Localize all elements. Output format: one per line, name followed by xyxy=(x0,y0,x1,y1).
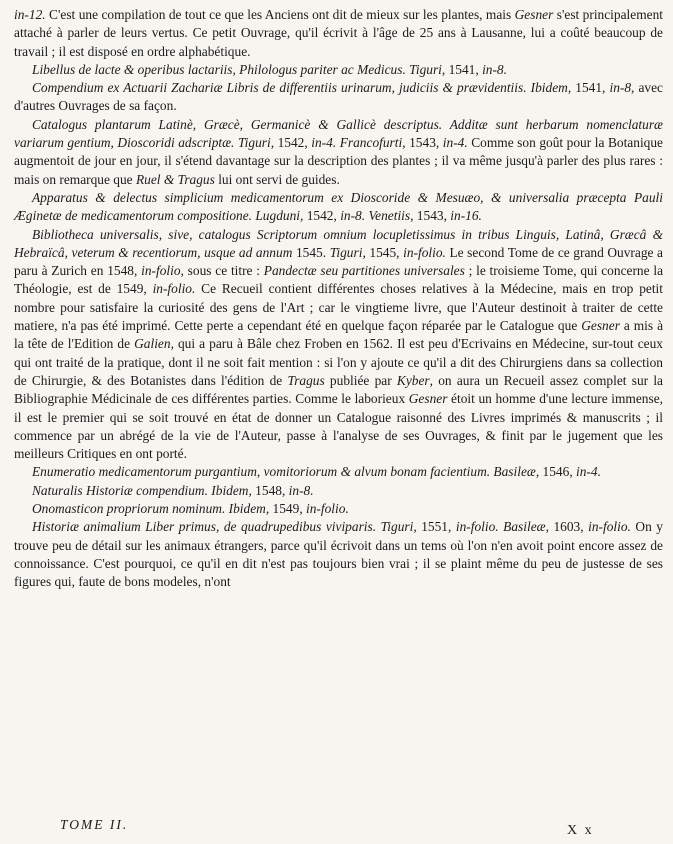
italic-text-run: Gesner xyxy=(581,318,620,334)
italic-text-run: Gesner xyxy=(514,7,554,22)
text-run: 1545. xyxy=(292,244,330,260)
text-run: , on aura un Recueil assez complet sur la Bibliographie Médicinale de ces différentes parties. Comme le laborieux xyxy=(14,372,663,407)
text-run: Ce Recueil contient différentes choses relatives à la Médecine, mais en trop petit nombre pour satisfaire la curiosité des gens de l'Art ; car le vingtieme livre, que l'Auteur destinoit à traiter de cette matiere, n'a pas été imprimé. Cette perte a cependant été en quelque façon réparée par le Catalogue que xyxy=(14,281,663,334)
text-run: 1543, xyxy=(405,135,443,151)
italic-text-run: Gesner xyxy=(408,391,448,407)
italic-text-run: Naturalis Historiæ compendium. Ibidem, xyxy=(32,482,252,498)
italic-text-run: Ruel & Tragus xyxy=(135,171,215,187)
italic-text-run: Tiguri, xyxy=(329,244,366,260)
italic-text-run: Bibliotheca universalis, sive, catalogus Scriptorum omnium locupletissimus in tribus Linguis, Latinâ, Græcâ & Hebraïcâ, veterum & recentiorum, usque ad annum xyxy=(14,226,663,260)
paragraph xyxy=(14,79,663,116)
italic-text-run: Compendium ex Actuarii Zachariæ Libris de differentiis urinarum, judiciis & prævidentiis. Ibidem, xyxy=(32,80,572,96)
text-run: Le second Tome de ce grand Ouvrage a paru à Zurich en 1548, xyxy=(14,244,664,279)
italic-text-run: Tragus xyxy=(287,372,325,388)
italic-text-run: Libellus de lacte & operibus lactariis, Philologus pariter ac Medicus. Tiguri, xyxy=(32,61,446,77)
paragraph xyxy=(14,226,663,464)
italic-text-run: Enumeratio medicamentorum purgantium, vomitoriorum & alvum bonam facientium. Basileæ, xyxy=(32,464,540,480)
italic-text-run: Onomasticon propriorum nominum. Ibidem, xyxy=(32,501,270,517)
page-footer xyxy=(0,817,673,839)
text-run: 1551, xyxy=(416,519,456,535)
paragraph xyxy=(14,500,663,518)
italic-text-run: Historiæ animalium Liber primus, de quadrupedibus viviparis. Tiguri, xyxy=(32,519,417,535)
italic-text-run: in-folio. xyxy=(588,519,631,535)
text-run: , sous ce titre : xyxy=(180,263,264,279)
text-run: C'est une compilation de tout ce que les Anciens ont dit de mieux sur les plantes, mais xyxy=(45,7,515,22)
italic-text-run: in-4. xyxy=(442,135,468,151)
paragraph xyxy=(14,189,663,226)
text-run: 1543, xyxy=(413,208,451,224)
text-run: 1546, xyxy=(539,464,577,480)
italic-text-run: in-8. xyxy=(288,482,314,498)
paragraph xyxy=(14,6,663,61)
paragraph xyxy=(14,61,663,79)
italic-text-run: in-4. xyxy=(576,464,601,480)
text-run: 1541, xyxy=(571,80,610,96)
text-run: , avec d'autres Ouvrages de sa façon. xyxy=(14,80,663,114)
italic-text-run: in-8. xyxy=(482,61,507,77)
paragraph xyxy=(14,518,663,591)
italic-text-run: Galien xyxy=(134,336,171,352)
text-run: , qui a paru à Bâle chez Froben en 1562. Il est peu d'Ecrivains en Médecine, sur-tout ceux qui ont traité de la pratique, dont il ne soit fait mention : si l'on y ajoute ce qu'il a dit des Chirurgiens dans sa collection de Chirurgie, & des Botanistes dans l'édition de xyxy=(14,336,663,388)
text-run: a mis à la tête de l'Edition de xyxy=(14,318,664,352)
paragraph xyxy=(14,463,663,481)
running-head: TOME II. xyxy=(60,817,129,832)
italic-text-run: in-4. Francofurti, xyxy=(311,135,406,151)
italic-text-run: in-16. xyxy=(450,208,482,224)
italic-text-run: Catalogus plantarum Latinè, Græcè, Germanicè & Gallicè descriptus. Additæ sunt herbarum nomenclaturæ variarum gentium, Dioscoridi adscriptæ. Tiguri, xyxy=(14,116,663,151)
italic-text-run: Apparatus & delectus simplicium medicamentorum ex Dioscoride & Mesuæo, & universalia præcepta Pauli Æginetæ de medicamentorum compositione. Lugduni, xyxy=(14,189,663,224)
italic-text-run: in-folio xyxy=(141,263,181,279)
text-run: 1548, xyxy=(251,482,289,498)
text-body xyxy=(14,6,663,592)
text-run: publiée par xyxy=(324,372,397,388)
text-run: On y trouve peu de détail sur les animaux étrangers, parce qu'il écrivoit dans un tems où l'on n'en avoit point encore assez de connoissance. C'est pourquoi, ce qu'il en dit n'est pas toujours bien vrai ; il se plaint même du peu de justesse de ses figures qui, faute de bons modeles, n'ont xyxy=(14,519,663,590)
text-run: lui ont servi de guides. xyxy=(214,171,340,187)
paragraph xyxy=(14,116,663,189)
text-run: 1545, xyxy=(365,244,404,260)
text-run: 1542, xyxy=(274,135,312,151)
italic-text-run: in-8 xyxy=(609,80,632,96)
italic-text-run: Pandectæ seu partitiones universales xyxy=(263,263,465,279)
italic-text-run: in-12. xyxy=(14,7,46,22)
text-run: 1549, xyxy=(269,501,307,517)
italic-text-run: in-folio. xyxy=(152,281,196,297)
italic-text-run: in-folio. xyxy=(403,244,446,260)
italic-text-run: in-folio. Basileæ, xyxy=(455,519,549,535)
text-run: s'est principalement attaché à parler de leurs vertus. Ce petit Ouvrage, qu'il écrivit à l'âge de 25 ans à Lausanne, lui a coûté beaucoup de travail ; il est disposé en ordre alphabétique. xyxy=(14,7,663,59)
text-run: étoit un homme d'une lecture immense, il est le premier qui se soit trouvé en état de donner un Catalogue raisonné des Livres imprimés & manuscrits ; il commence par un abrégé de la vie de l'Auteur, passe à l'analyse de ses Ouvrages, & finit par le jugement que les meilleurs Critiques en ont porté. xyxy=(14,391,663,462)
italic-text-run: Kyber xyxy=(396,372,430,388)
italic-text-run: in-folio. xyxy=(306,501,349,517)
signature-mark: X x xyxy=(567,823,594,838)
text-run: Comme son goût pour la Botanique augmentoit de jour en jour, il s'étend davantage sur la description des plantes ; il va même jusqu'à parler des plus rares : mais on remarque que xyxy=(14,135,663,187)
text-run: 1603, xyxy=(548,519,589,535)
italic-text-run: in-8. Venetiis, xyxy=(340,208,414,224)
text-run: ; le troisieme Tome, qui concerne la Théologie, est de 1549, xyxy=(14,263,664,297)
text-run: 1542, xyxy=(303,208,341,224)
paragraph xyxy=(14,482,663,500)
text-run: 1541, xyxy=(445,61,483,77)
